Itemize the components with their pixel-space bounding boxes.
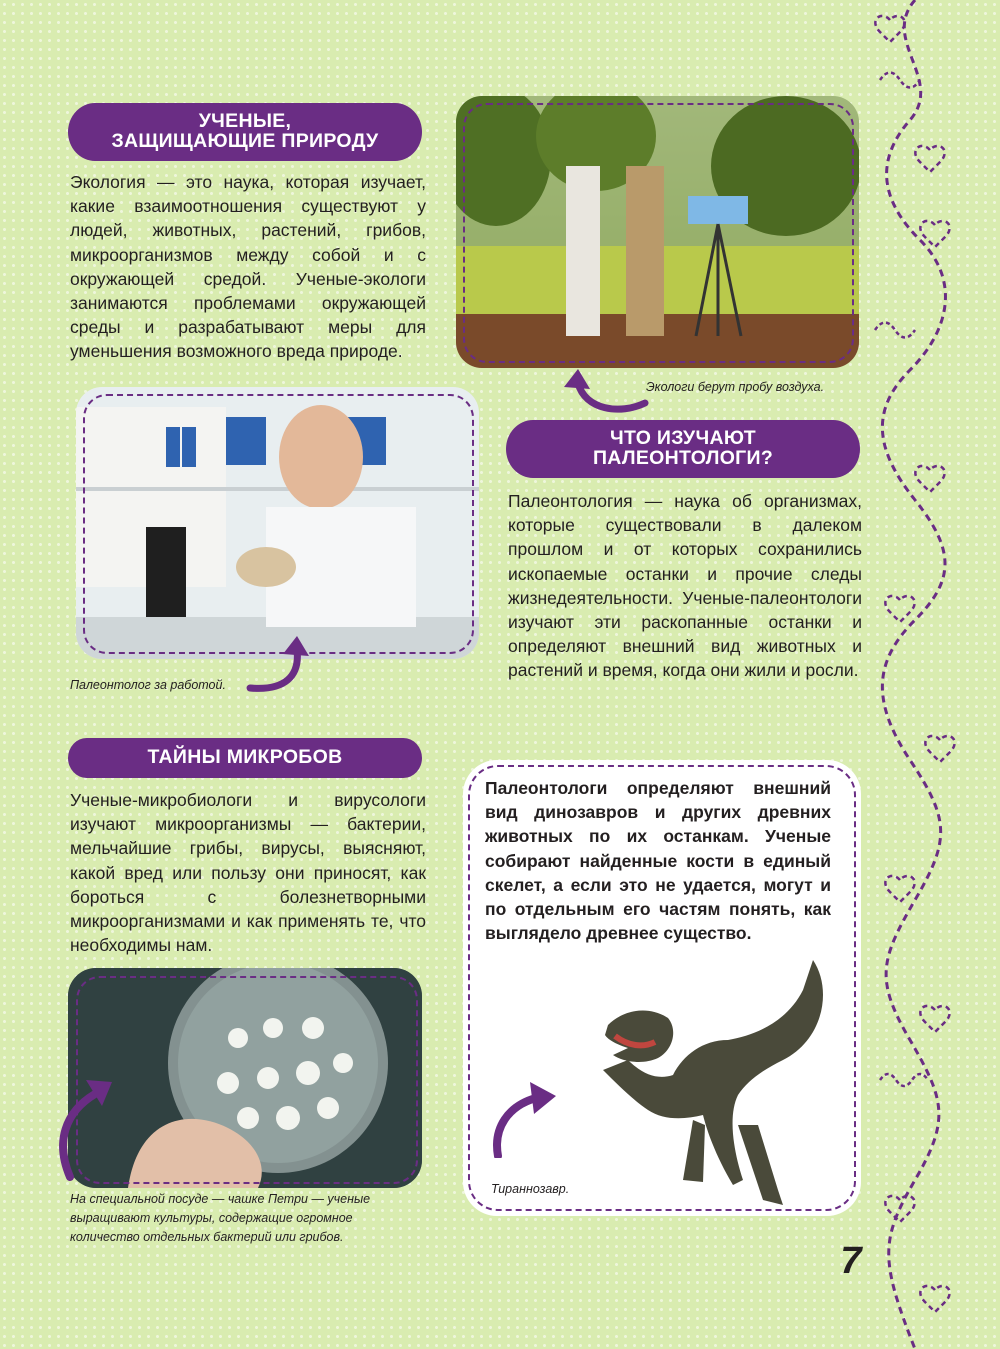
- dinosaur-info-box: [463, 760, 861, 1216]
- heart-doodle-icon: [925, 736, 954, 762]
- curved-arrow-icon: [560, 365, 650, 415]
- page-number: 7: [840, 1240, 862, 1282]
- heart-doodle-icon: [915, 466, 944, 492]
- ecologists-photo: [456, 96, 859, 368]
- heart-doodle-icon: [875, 16, 904, 42]
- ecology-title-line1: УЧЕНЫЕ,: [198, 110, 292, 133]
- paleontologist-photo-caption: Палеонтолог за работой.: [70, 678, 226, 692]
- paleontology-title-banner: [506, 420, 860, 478]
- microbes-title-banner: [68, 738, 422, 778]
- paleontology-title-line2: ПАЛЕОНТОЛОГИ?: [592, 447, 774, 469]
- microbes-title: ТАЙНЫ МИКРОБОВ: [147, 746, 343, 769]
- paleontology-body-text: Палеонтология — наука об организмах, которые существовали в далеком прошлом и от которых сохранились ископаемые останки и прочие следы жизнедеятельности. Ученые-палеонтологи изучают эти раскопанные останки и определяют внешний вид животных и растений и время, когда они жили и росли.: [508, 491, 862, 681]
- heart-doodle-icon: [885, 876, 914, 902]
- tyrannosaurus-caption: Тираннозавр.: [491, 1182, 570, 1196]
- paleontology-title-line1: ЧТО ИЗУЧАЮТ: [610, 427, 756, 450]
- ecology-title-banner: [68, 103, 422, 161]
- ecology-body-text: Экология — это наука, которая изучает, какие взаимоотношения существуют у людей, животных, растений, грибов, микроорганизмов между собой и с окружающей средой. Ученые-экологи занимаются проблемами окружающей среды и разрабатывают меры для уменьшения возможного вреда природе.: [70, 172, 426, 362]
- heart-doodle-icon: [885, 596, 914, 622]
- petri-dish-photo-caption: На специальной посуде — чашке Петри — ученые выращивают культуры, содержащие огромное количество отдельных бактерий или грибов.: [70, 1192, 371, 1244]
- microbes-body-text: Ученые-микробиологи и вирусологи изучают микроорганизмы — бактерии, мельчайшие грибы, вирусы, выясняют, какой вред или пользу они приносят, как бороться с болезнетворными микроорганизмами и как применять те, что необходимы нам.: [70, 790, 426, 956]
- tyrannosaurus-illustration: [533, 950, 861, 1215]
- ecology-title-line2: ЗАЩИЩАЮЩИЕ ПРИРОДУ: [111, 130, 379, 152]
- heart-vine-decoration: [860, 0, 970, 1349]
- heart-doodle-icon: [920, 1006, 949, 1032]
- heart-doodle-icon: [915, 146, 944, 172]
- petri-dish-photo: [68, 968, 422, 1188]
- ecologists-photo-caption: Экологи берут пробу воздуха.: [646, 380, 825, 394]
- curved-arrow-icon: [50, 1072, 120, 1182]
- heart-doodle-icon: [920, 1286, 949, 1312]
- dinosaur-info-text: Палеонтологи определяют внешний вид динозавров и других древних животных по их останкам. Ученые собирают найденные кости в единый скелет, а если это не удается, могут и по отдельным его частям понять, как выглядело древнее существо.: [485, 778, 831, 944]
- curved-arrow-icon: [488, 1078, 563, 1158]
- paleontologist-photo: [76, 387, 479, 659]
